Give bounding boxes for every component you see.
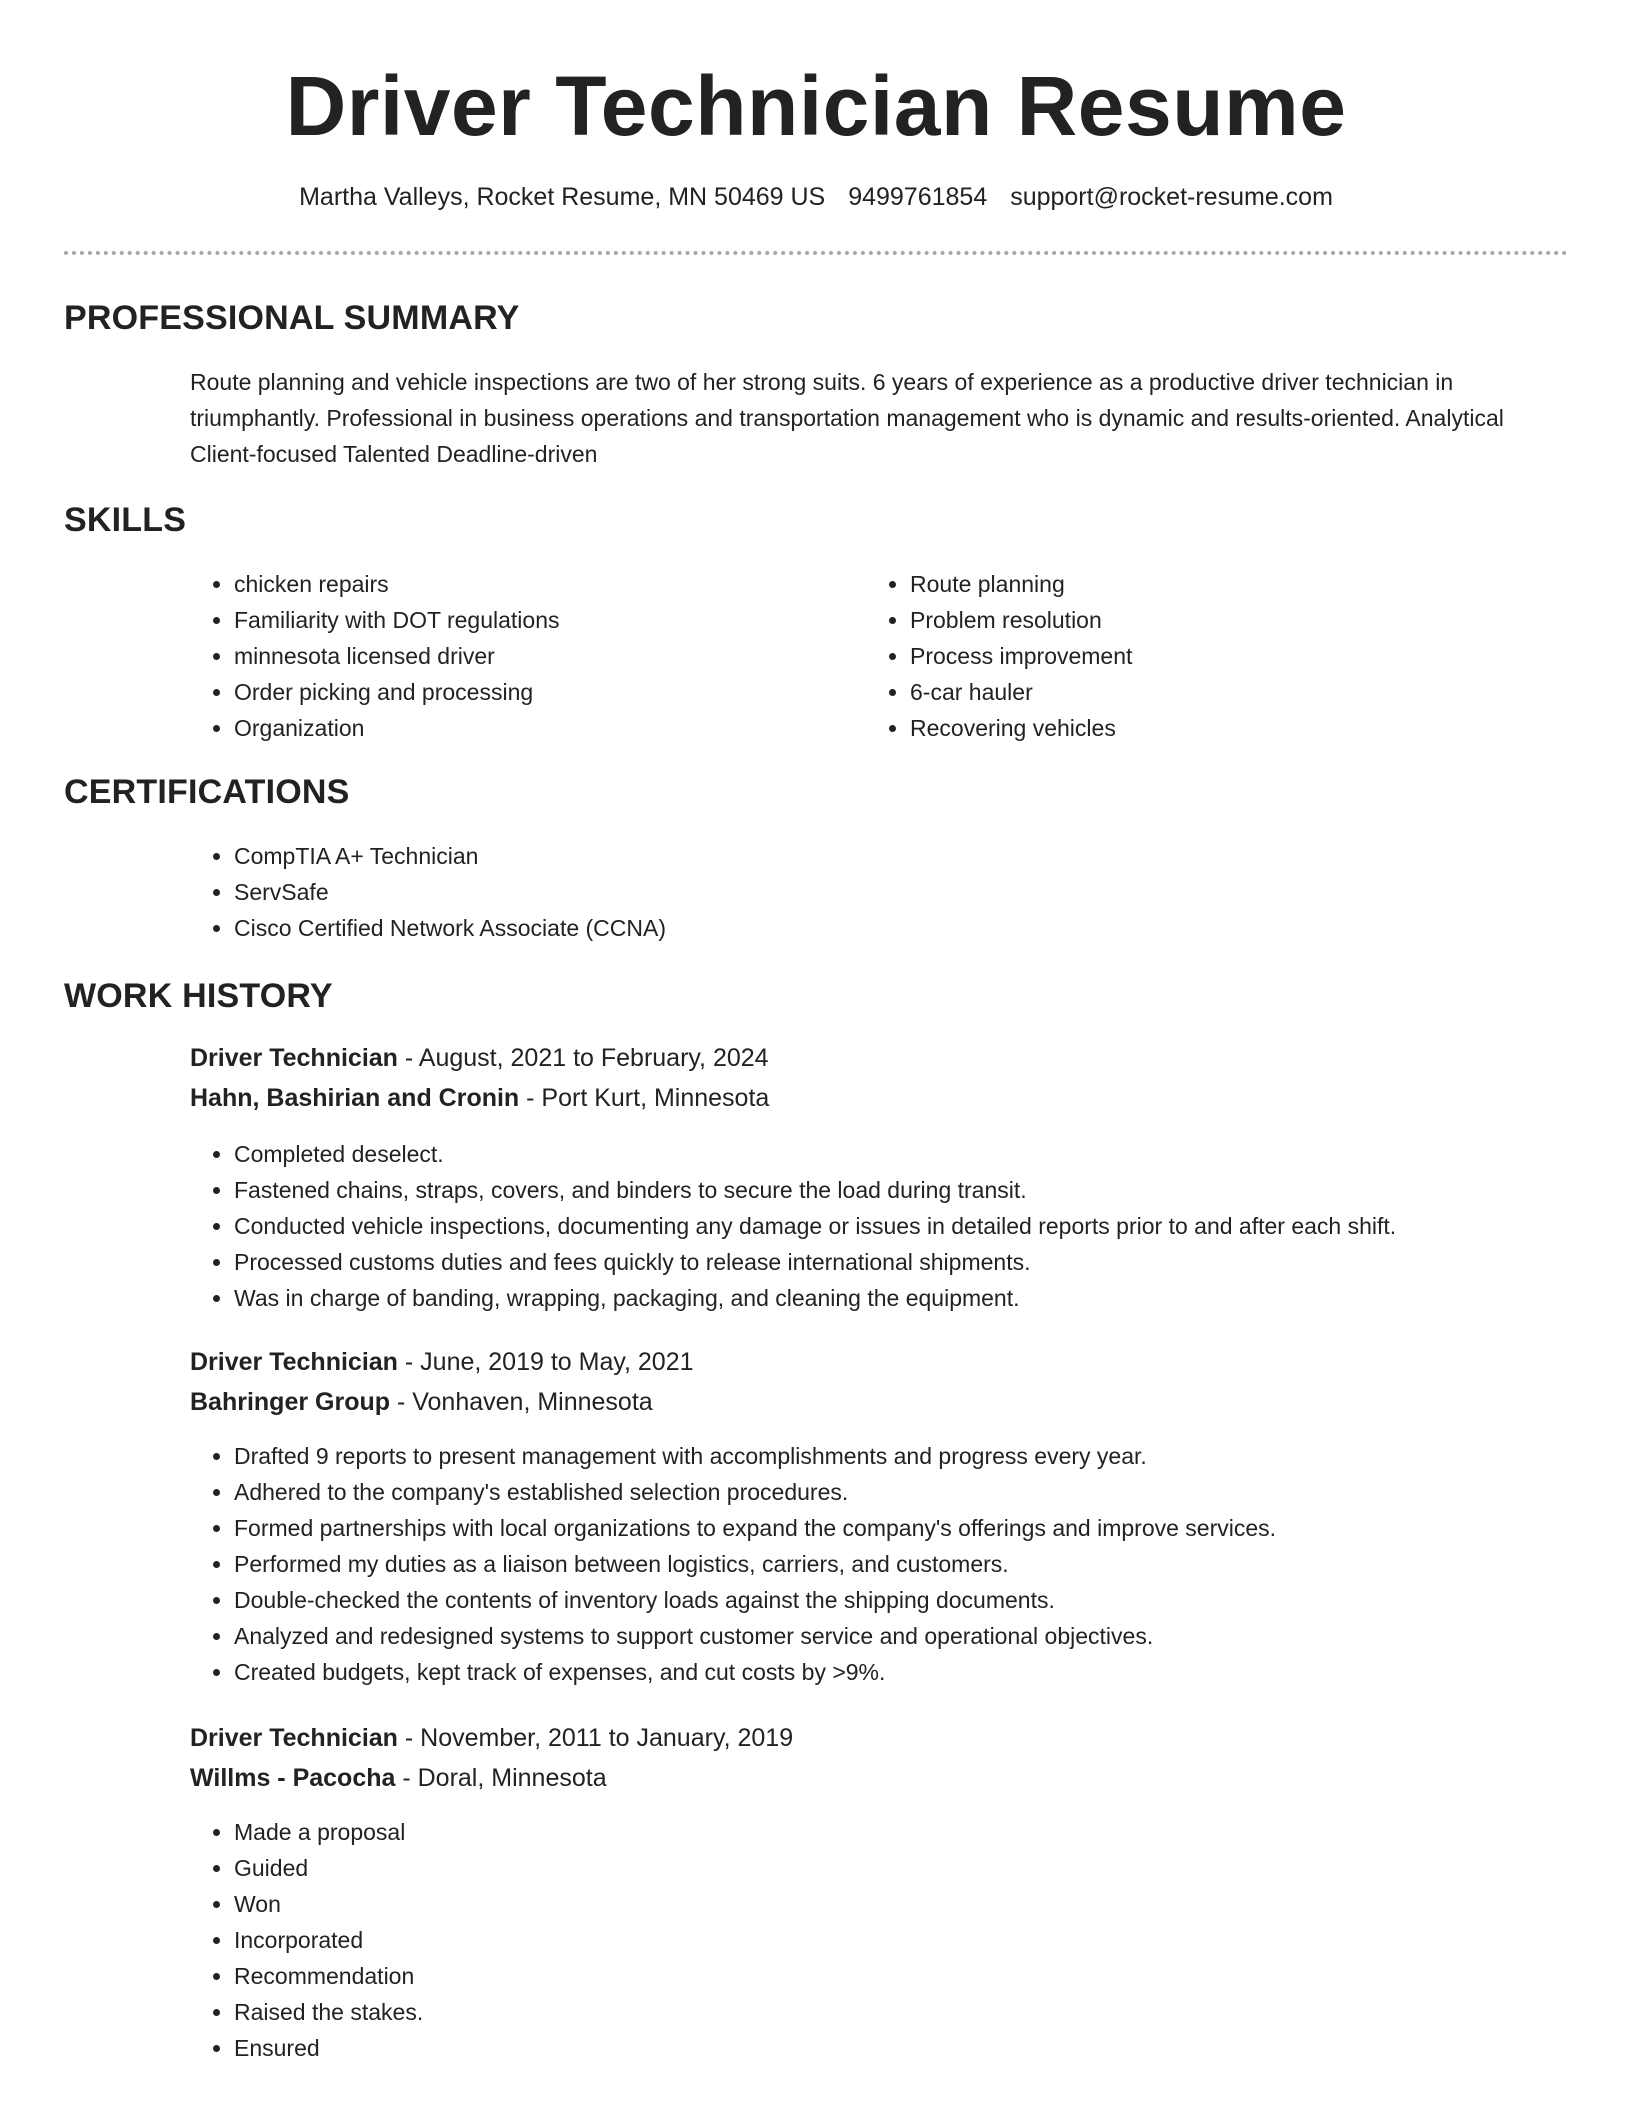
certification-item: • Cisco Certified Network Associate (CCNA) [234, 910, 1534, 946]
job-bullet: • Incorporated [234, 1922, 1604, 1958]
job-bullet: • Conducted vehicle inspections, documenting any damage or issues in detailed reports prior to and after each shift. [234, 1208, 1604, 1244]
job-title-line [190, 1040, 769, 1076]
skill-item: • Order picking and processing [234, 674, 854, 710]
contact-email: support@rocket-resume.com [1010, 183, 1333, 211]
skill-item: • 6-car hauler [910, 674, 1510, 710]
job-bullet: • Made a proposal [234, 1814, 1604, 1850]
skill-item: • chicken repairs [234, 566, 854, 602]
job-bullet: • Won [234, 1886, 1604, 1922]
job-bullet: • Fastened chains, straps, covers, and binders to secure the load during transit. [234, 1172, 1604, 1208]
skills-list-right [866, 566, 1510, 746]
job-bullet: • Analyzed and redesigned systems to support customer service and operational objectives. [234, 1618, 1604, 1654]
job-bullet: • Recommendation [234, 1958, 1604, 1994]
job-bullets [190, 1136, 1604, 1316]
job-title: Driver Technician [190, 1044, 398, 1072]
job-location: - Port Kurt, Minnesota [519, 1084, 770, 1112]
job-title-line [190, 1720, 793, 1756]
job-bullet: • Completed deselect. [234, 1136, 1604, 1172]
job-bullet: • Was in charge of banding, wrapping, packaging, and cleaning the equipment. [234, 1280, 1604, 1316]
contact-address: Martha Valleys, Rocket Resume, MN 50469 US [299, 183, 826, 211]
job-company: Willms - Pacocha [190, 1764, 396, 1792]
skill-item: • Familiarity with DOT regulations [234, 602, 854, 638]
job-bullet: • Performed my duties as a liaison between logistics, carriers, and customers. [234, 1546, 1604, 1582]
job-title: Driver Technician [190, 1348, 398, 1376]
contact-phone: 9499761854 [848, 183, 988, 211]
job-title-line [190, 1344, 694, 1380]
job-company-line [190, 1760, 607, 1796]
job-bullet: • Processed customs duties and fees quickly to release international shipments. [234, 1244, 1604, 1280]
contact-line [0, 181, 1632, 213]
certifications-heading: CERTIFICATIONS [64, 773, 350, 811]
job-bullet: • Adhered to the company's established selection procedures. [234, 1474, 1604, 1510]
certifications-list [190, 838, 1534, 946]
work-history-heading: WORK HISTORY [64, 977, 333, 1015]
job-bullets [190, 1814, 1604, 2066]
certification-item: • ServSafe [234, 874, 1534, 910]
job-company-line [190, 1384, 653, 1420]
job-bullet: • Drafted 9 reports to present management with accomplishments and progress every year. [234, 1438, 1604, 1474]
job-dates: - June, 2019 to May, 2021 [397, 1348, 694, 1376]
job-bullet: • Created budgets, kept track of expenses, and cut costs by >9%. [234, 1654, 1604, 1690]
job-bullet: • Ensured [234, 2030, 1604, 2066]
job-dates: - August, 2021 to February, 2024 [397, 1044, 769, 1072]
skills-heading: SKILLS [64, 501, 187, 539]
skill-item: • Organization [234, 710, 854, 746]
job-company: Bahringer Group [190, 1388, 391, 1416]
skill-item: • Recovering vehicles [910, 710, 1510, 746]
job-bullet: • Double-checked the contents of inventory loads against the shipping documents. [234, 1582, 1604, 1618]
job-bullet: • Formed partnerships with local organizations to expand the company's offerings and improve services. [234, 1510, 1604, 1546]
job-title: Driver Technician [190, 1724, 398, 1752]
skill-item: • minnesota licensed driver [234, 638, 854, 674]
job-company: Hahn, Bashirian and Cronin [190, 1084, 520, 1112]
job-dates: - November, 2011 to January, 2019 [397, 1724, 794, 1752]
resume-title: Driver Technician Resume [285, 59, 1347, 153]
job-bullet: • Raised the stakes. [234, 1994, 1604, 2030]
job-bullets [190, 1438, 1604, 1690]
skill-item: • Process improvement [910, 638, 1510, 674]
header-divider [64, 251, 1568, 255]
summary-text: Route planning and vehicle inspections are two of her strong suits. 6 years of experience as a productive driver technician in triumphantly. Professional in business operations and transportation management who is dynamic and results-oriented. Analytical Client-focused Talented Deadline-driven [190, 369, 1504, 467]
skills-list-left [190, 566, 854, 746]
job-location: - Vonhaven, Minnesota [390, 1388, 653, 1416]
job-company-line [190, 1080, 769, 1116]
certification-item: • CompTIA A+ Technician [234, 838, 1534, 874]
job-bullet: • Guided [234, 1850, 1604, 1886]
skill-item: • Route planning [910, 566, 1510, 602]
skill-item: • Problem resolution [910, 602, 1510, 638]
job-location: - Doral, Minnesota [395, 1764, 607, 1792]
summary-heading: PROFESSIONAL SUMMARY [64, 299, 520, 337]
